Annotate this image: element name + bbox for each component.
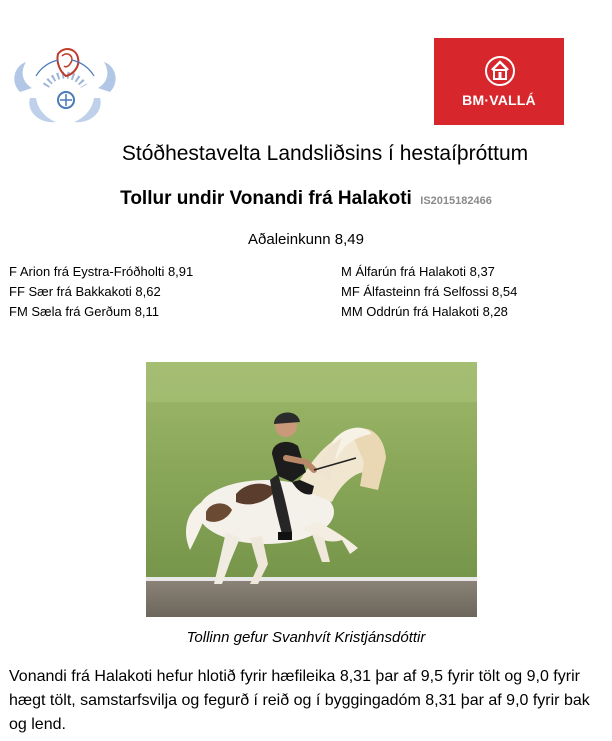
pedigree-dam-sire: MF Álfasteinn frá Selfossi 8,54 [341,284,518,299]
pedigree-sire: F Arion frá Eystra-Fróðholti 8,91 [9,264,194,279]
bm-valla-wordmark: BM·VALLÁ [462,92,536,108]
main-score: Aðaleinkunn 8,49 [248,231,364,248]
pedigree-sire-dam: FM Sæla frá Gerðum 8,11 [9,304,160,319]
pedigree-dam: M Álfarún frá Halakoti 8,37 [341,264,495,279]
horse-description: Vonandi frá Halakoti hefur hlotið fyrir hæfileika 8,31 þar af 9,5 fyrir tölt og 9,0 fyrir hægt tölt, samstarfsvilja og fegurð í reið og í byggingadóm 8,31 þar af 9,0 fyrir bak og lend. [9,668,590,733]
photo-caption: Tollinn gefur Svanhvít Kristjánsdóttir [186,629,426,646]
landssamband-hestamannafelaga-seal-icon [6,36,124,128]
horse-heading [0,188,612,210]
page-title: Stóðhestavelta Landsliðsins í hestaíþróttum [121,142,529,165]
house-emblem-icon [434,38,564,125]
horse-id: IS2015182466 [420,195,492,207]
pedigree-dam-dam: MM Oddrún frá Halakoti 8,28 [341,304,508,319]
bm-valla-logo [434,38,564,125]
horse-and-rider-photo [146,362,477,617]
association-logo [6,36,124,128]
pedigree-sire-sire: FF Sær frá Bakkakoti 8,62 [9,284,161,299]
horse-name: Tollur undir Vonandi frá Halakoti [120,188,412,209]
horse-photo [146,362,477,617]
